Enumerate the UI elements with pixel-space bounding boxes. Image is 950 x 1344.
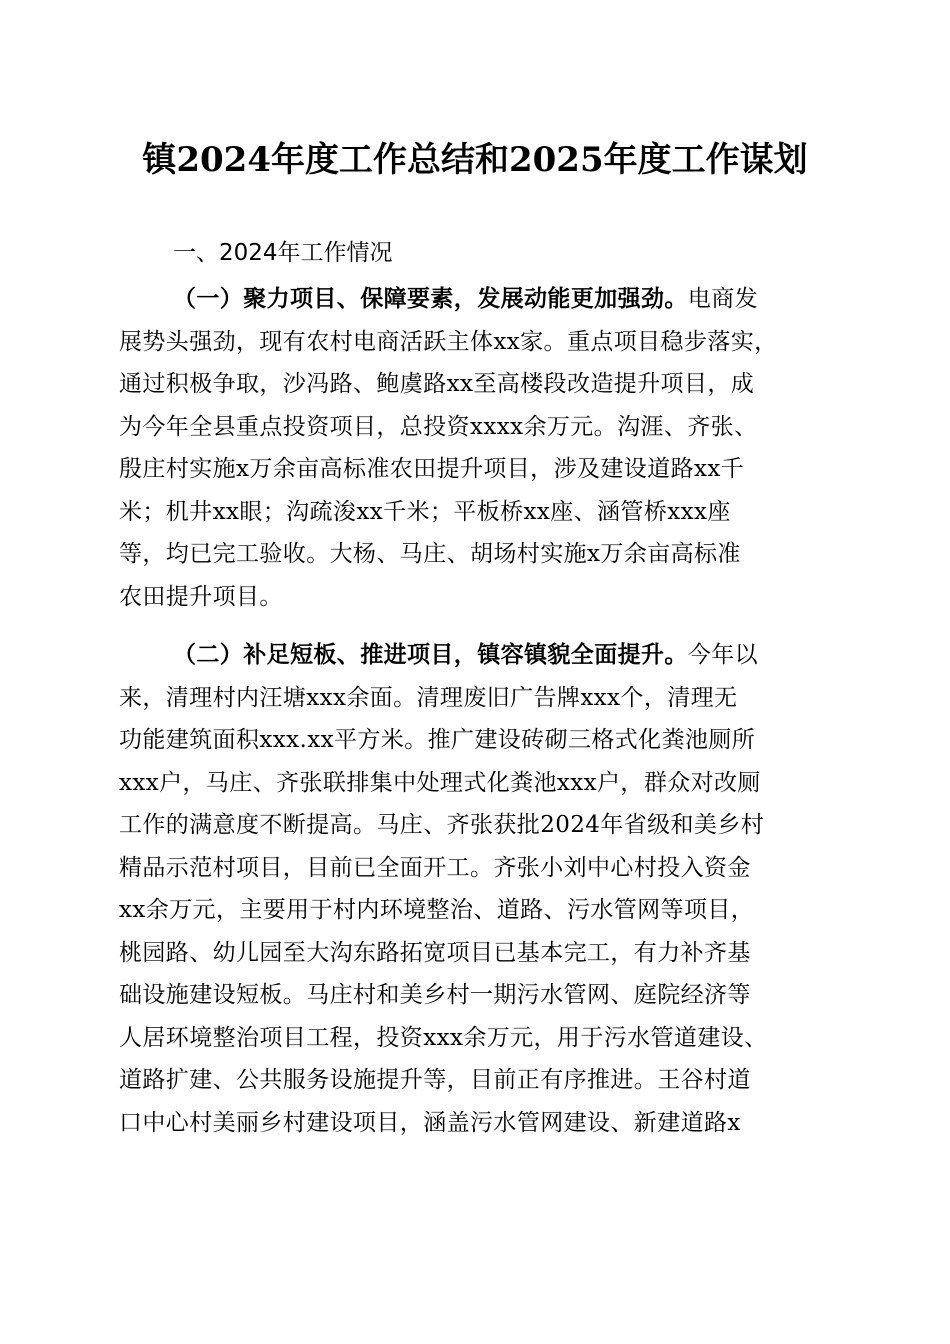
paragraph-line: 础设施建设短板。马庄村和美乡村一期污水管网、庭院经济等	[119, 982, 751, 1008]
paragraph-line: 人居环境整治项目工程，投资xxx余万元，用于污水管道建设、	[119, 1024, 768, 1051]
paragraph-line	[119, 634, 839, 677]
paragraph-line: 殷庄村实施x万余亩高标准农田提升项目，涉及建设道路xx千	[119, 456, 745, 482]
document-title: 镇2024年度工作总结和2025年度工作谋划	[142, 140, 808, 180]
paragraph-line: 功能建筑面积xxx.xx平方米。推广建设砖砌三格式化粪池厕所	[119, 727, 756, 753]
paragraph-line: 等，均已完工验收。大杨、马庄、胡场村实施x万余亩高标准	[119, 541, 741, 567]
paragraph-line: 桃园路、幼儿园至大沟东路拓宽项目已基本完工，有力补齐基	[119, 939, 751, 966]
paragraph-2	[119, 634, 839, 1144]
paragraph-line: 工作的满意度不断提高。马庄、齐张获批2024年省级和美乡村	[119, 812, 765, 838]
paragraph-line: xx余万元，主要用于村内环境整治、道路、污水管网等项目，	[119, 897, 755, 923]
paragraph-line: 道路扩建、公共服务设施提升等，目前正有序推进。王谷村道	[119, 1067, 751, 1093]
paragraph-line: 为今年全县重点投资项目，总投资xxxx余万元。沟涯、齐张、	[119, 413, 758, 440]
paragraph-1	[119, 278, 839, 618]
paragraph-line: 通过积极争取，沙冯路、鲍虞路xx至高楼段改造提升项目，成	[119, 371, 755, 397]
paragraph-line: 展势头强劲，现有农村电商活跃主体xx家。重点项目稳步落实，	[119, 328, 778, 355]
paragraph-lead: （一）聚力项目、保障要素，发展动能更加强劲。	[173, 285, 688, 312]
paragraph-line: 农田提升项目。	[119, 583, 283, 610]
section-heading: 一、2024年工作情况	[173, 240, 393, 266]
paragraph-line: 精品示范村项目，目前已全面开工。齐张小刘中心村投入资金	[119, 854, 751, 881]
paragraph-text: 今年以	[687, 642, 759, 668]
paragraph-line: 来，清理村内汪塘xxx余面。清理废旧广告牌xxx个，清理无	[119, 684, 738, 711]
paragraph-lead: （二）补足短板、推进项目，镇容镇貌全面提升。	[173, 641, 688, 668]
paragraph-line: xxx户，马庄、齐张联排集中处理式化粪池xxx户，群众对改厕	[119, 769, 761, 796]
paragraph-line: 米；机井xx眼；沟疏浚xx千米；平板桥xx座、涵管桥xxx座	[119, 498, 731, 525]
paragraph-text: 电商发	[687, 286, 759, 312]
paragraph-line: 口中心村美丽乡村建设项目，涵盖污水管网建设、新建道路x	[119, 1109, 741, 1136]
paragraph-line	[119, 278, 839, 321]
